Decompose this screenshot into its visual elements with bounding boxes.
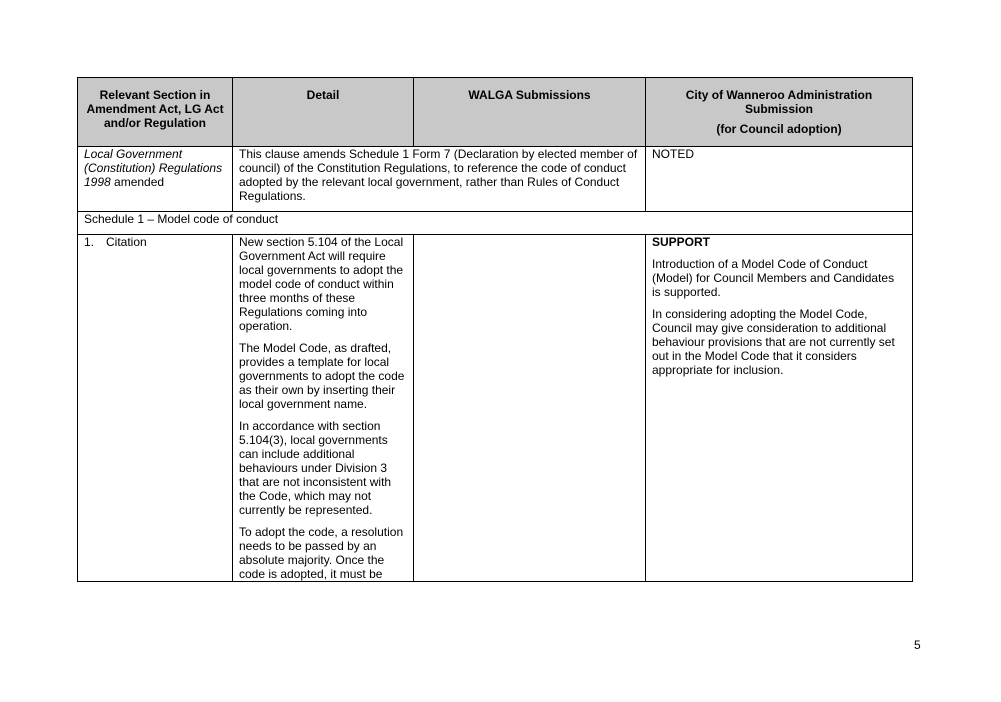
constitution-submission-cell: NOTED (646, 147, 913, 212)
table-row (78, 235, 913, 582)
citation-submission-paragraph: In considering adopting the Model Code, Council may give consideration to additional behaviour provisions that are not currently set out in the Model Code that it considers appropriate for inclusion. (652, 307, 895, 377)
citation-label: Citation (106, 235, 147, 249)
table-header-row (78, 78, 913, 147)
citation-detail-paragraph: New section 5.104 of the Local Government Act will require local governments to adopt the model code of conduct within three months of these Regulations coming into operation. (239, 235, 404, 333)
schedule-heading: Schedule 1 – Model code of conduct (78, 212, 913, 235)
table-row (78, 212, 913, 235)
constitution-amended-label: amended (110, 175, 165, 189)
page-number: 5 (914, 638, 921, 652)
citation-submission-cell (646, 235, 913, 582)
table-row (78, 147, 913, 212)
header-wanneroo-submission (646, 78, 913, 147)
citation-detail-cell (233, 235, 414, 582)
header-relevant-section: Relevant Section in Amendment Act, LG Act and/or Regulation (78, 78, 233, 147)
citation-section-cell (78, 235, 233, 582)
header-wanneroo-title: City of Wanneroo Administration Submission (685, 88, 873, 116)
submission-table (77, 77, 913, 582)
citation-detail-paragraph: The Model Code, as drafted, provides a template for local governments to adopt the code as their own by inserting their local government name. (239, 341, 405, 411)
constitution-detail-cell: This clause amends Schedule 1 Form 7 (Declaration by elected member of council) of the Constitution Regulations, to reference the code of conduct adopted by the relevant local government, rather than Rules of Conduct Regulations. (233, 147, 646, 212)
citation-walga-cell (414, 235, 646, 582)
citation-detail-paragraph: In accordance with section 5.104(3), local governments can include additional behaviours under Division 3 that are not inconsistent with the Code, which may not currently be represented. (239, 419, 392, 517)
citation-number: 1. (84, 235, 95, 249)
constitution-regulation-title: Local Government (Constitution) Regulations 1998 (84, 147, 223, 189)
header-detail: Detail (233, 78, 414, 147)
constitution-section-cell (78, 147, 233, 212)
citation-submission-paragraph: Introduction of a Model Code of Conduct (Model) for Council Members and Candidates is supported. (652, 257, 895, 299)
header-walga-submissions: WALGA Submissions (414, 78, 646, 147)
citation-submission-heading: SUPPORT (652, 235, 711, 249)
citation-detail-paragraph: To adopt the code, a resolution needs to be passed by an absolute majority. Once the code is adopted, it must be (239, 525, 404, 581)
header-wanneroo-subtitle: (for Council adoption) (716, 122, 842, 136)
